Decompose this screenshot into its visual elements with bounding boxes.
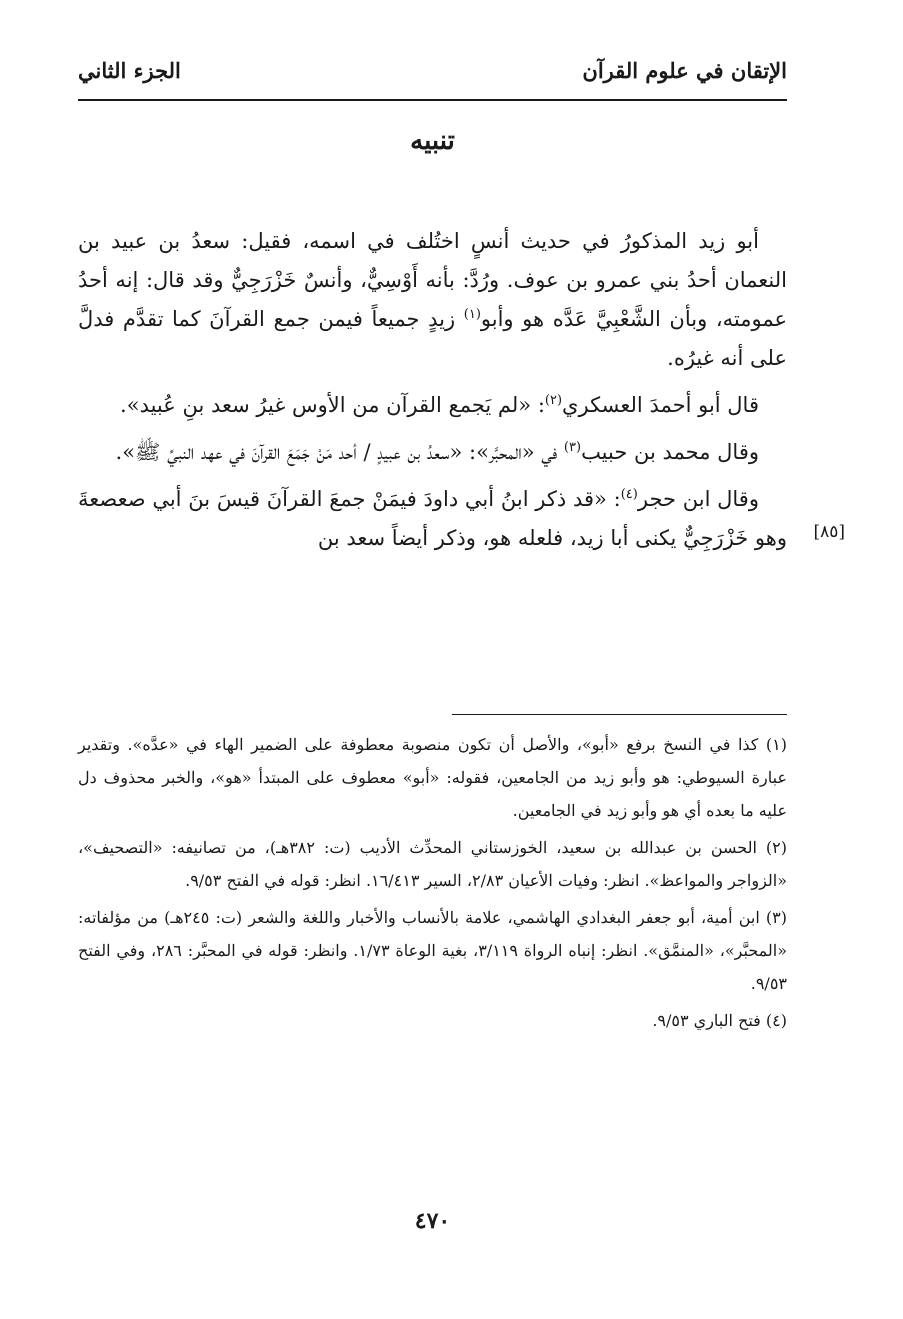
footnote-4: (٤) فتح الباري ٩/٥٣. [652,1011,787,1030]
main-text [78,222,787,566]
paragraph-2-end: : «لم يَجمع القرآن من الأوس غيرُ سعد بنِ عُبيد». [120,393,545,417]
footnotes [78,728,787,1041]
paragraph-3 [78,433,787,472]
margin-page-reference: [٨٥] [813,522,845,542]
footnote-mark-1: (١) [463,307,481,322]
section-heading: تنبيه [410,126,455,156]
header-part-label: الجزء الثاني [78,58,181,83]
footnote-separator [452,714,787,715]
footnote-2: (٢) الحسن بن عبدالله بن سعيد، الخوزستاني المحدِّث الأديب (ت: ٣٨٢هـ)، من تصانيفه: «التصحيف»، «الزواجر والمواعظ». انظر: وفيات الأعيان ٢/٨٣، السير ١٦/٤١٣. انظر: قوله في الفتح ٩/٥٣. [78,838,787,890]
paragraph-4-text: وقال ابن حجر [637,487,759,511]
footnote-1: (١) كذا في النسخ برفع «أبو»، والأصل أن تكون منصوبة معطوفة على الضمير الهاء في «عدَّه». وتقدير عبارة السيوطي: هو وأبو زيد من الجامعين، فقوله: «أبو» معطوف على المبتدأ «هو»، والخبر محذوف دل عليه ما بعده أي هو وأبو زيد في الجامعين. [78,735,787,820]
paragraph-3-end: في «المحبَّر»: «سعدُ بن عبيدٍ / أحد مَنْ جَمَعَ القرآنَ في عهد النبيِّ ﷺ». [115,440,564,464]
paragraph-2 [78,386,787,425]
running-header [78,52,787,96]
paragraph-2-text: قال أبو أحمدَ العسكري [562,393,759,417]
paragraph-1-end: زيدٍ جميعاً فيمن جمع القرآنَ كما تقدَّم فدلَّ على أنه غيرُه. [78,307,787,370]
paragraph-1-text: أبو زيد المذكورُ في حديث أنسٍ اختُلف في اسمه، فقيل: سعدُ بن عبيد بن النعمان أحدُ بني عمرو بن عوف. ورُدَّ: بأنه أَوْسِيٌّ، وأنسٌ خَزْرَجِيٌّ وقد قال: إنه أحدُ عمومته، وبأن الشَّعْبِيَّ عَدَّه هو وأبو [78,229,787,331]
header-book-title: الإتقان في علوم القرآن [582,58,787,83]
footnote-mark-3: (٣) [563,440,582,455]
header-rule [78,99,787,101]
paragraph-3-text: وقال محمد بن حبيب [581,440,759,464]
page-number: ٤٧٠ [414,1208,451,1234]
footnote-mark-2: (٢) [544,393,563,408]
footnote-mark-4: (٤) [620,487,638,502]
paragraph-4 [78,480,787,558]
footnote-3: (٣) ابن أمية، أبو جعفر البغدادي الهاشمي، علامة بالأنساب والأخبار واللغة والشعر (ت: ٢٤٥هـ) من مؤلفاته: «المحبَّر»، «المنمَّق». انظر: إنباه الرواة ٣/١١٩، بغية الوعاة ١/٧٣. وانظر: قوله في المحبَّر: ٢٨٦، وفي الفتح ٩/٥٣. [78,908,788,993]
paragraph-4-end: : «قد ذكر ابنُ أبي داودَ فيمَنْ جمعَ القرآنَ قيسَ بنَ أبي صعصعةَ وهو خَزْرَجِيٌّ يكنى أبا زيد، فلعله هو، وذكر أيضاً سعد بن [78,487,787,550]
paragraph-1 [78,222,787,378]
